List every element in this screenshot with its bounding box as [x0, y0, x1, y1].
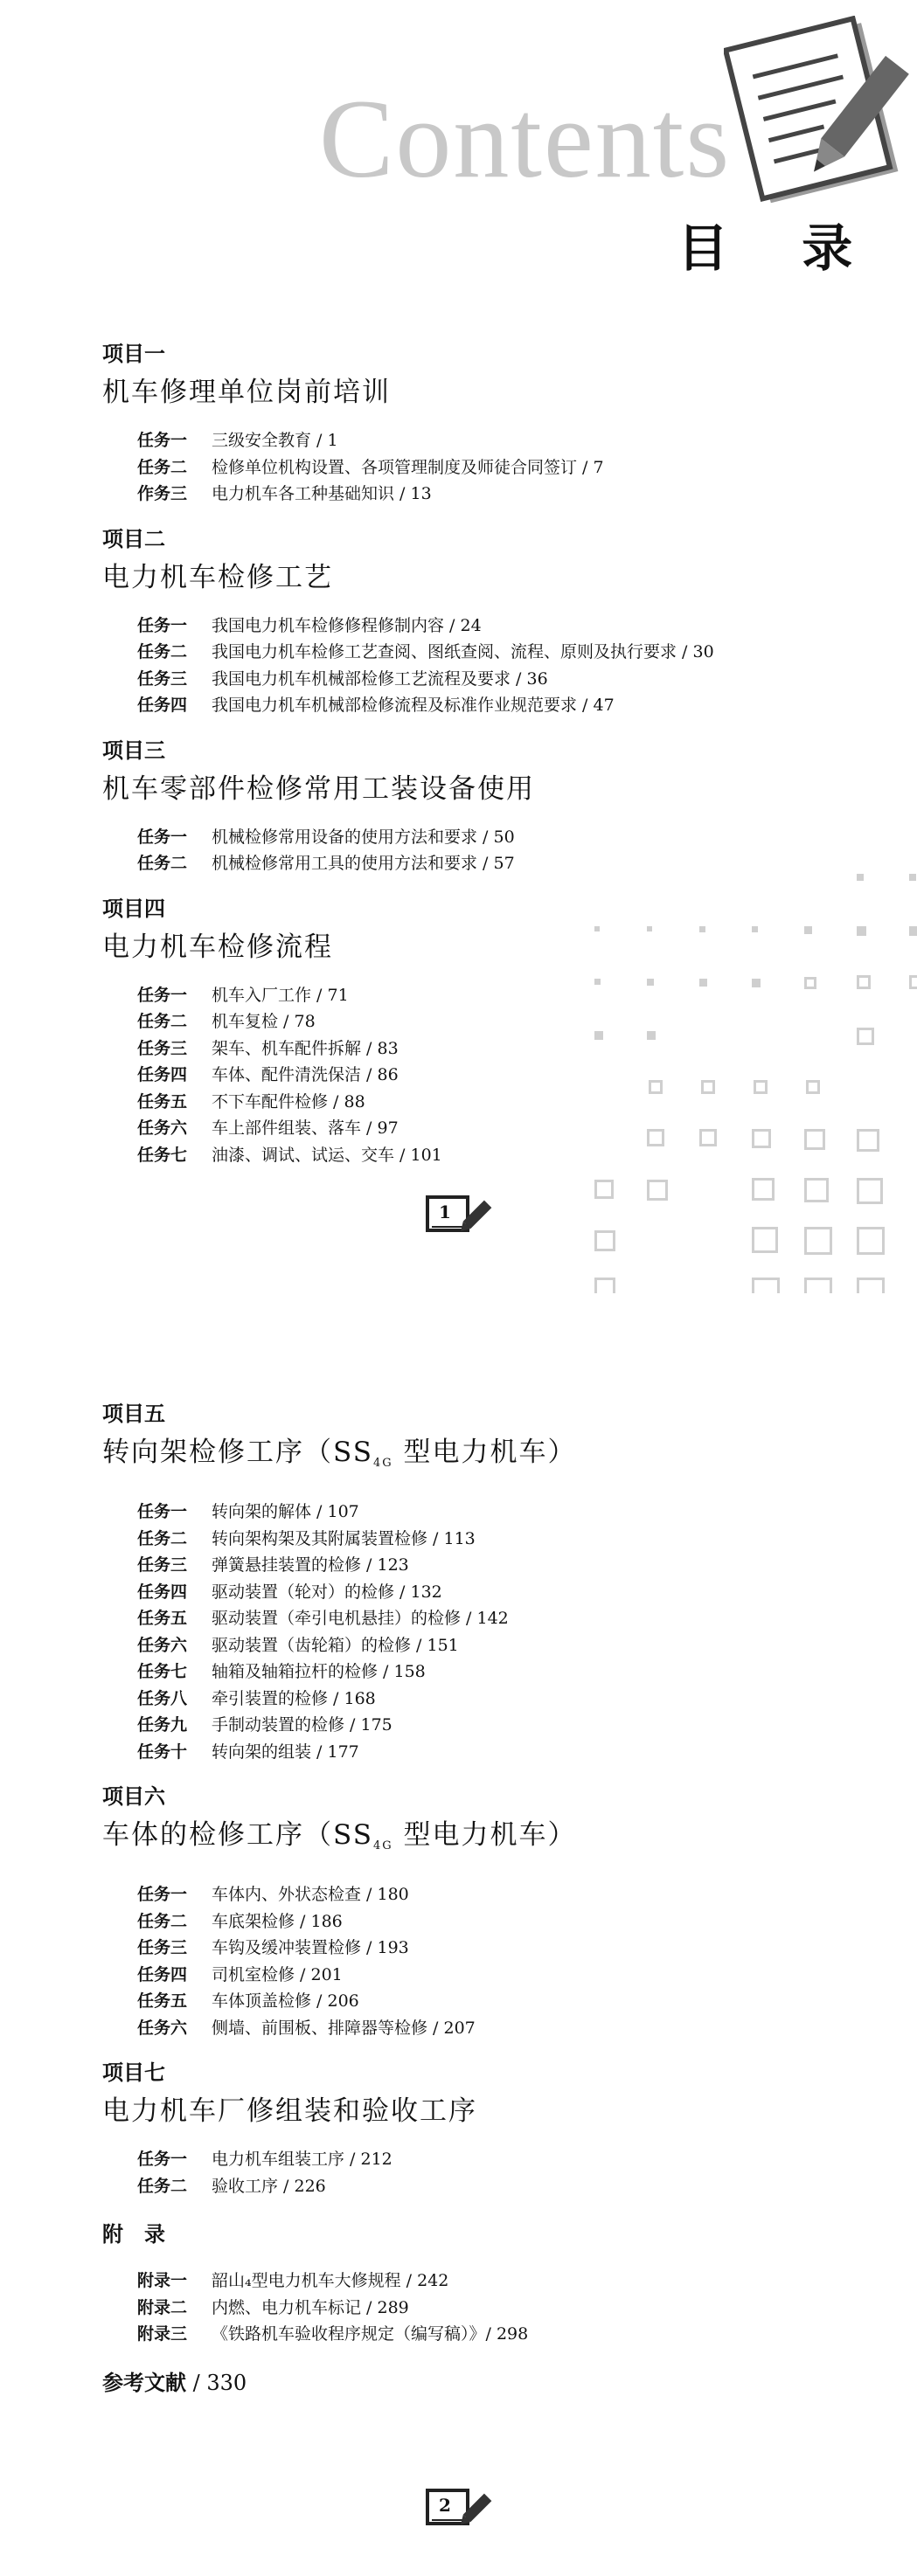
task-label: 任务一 [137, 615, 188, 635]
task-text: 不下车配件检修 / 88 [212, 1091, 365, 1111]
task-label: 任务三 [137, 1038, 188, 1058]
task-label: 任务三 [137, 1938, 188, 1957]
task-text: 《铁路机车验收程序规定（编写稿）》/ 298 [212, 2324, 529, 2344]
project-title[interactable]: 电力机车检修工艺 [102, 561, 333, 593]
project-number: 项目二 [102, 526, 165, 551]
task-text: 牵引装置的检修 / 168 [212, 1688, 376, 1708]
task-label: 任务二 [137, 457, 188, 477]
task-text: 我国电力机车机械部检修流程及标准作业规范要求 / 47 [212, 696, 615, 715]
task-text: 转向架的解体 / 107 [212, 1502, 359, 1521]
project-number: 项目四 [102, 896, 165, 921]
page-number-badge [425, 2487, 493, 2529]
project-title[interactable]: 机车修理单位岗前培训 [102, 377, 391, 408]
list-item[interactable] [137, 1605, 576, 1632]
task-label: 任务二 [137, 642, 188, 661]
task-label: 任务一 [137, 1885, 188, 1904]
list-item[interactable] [137, 1935, 576, 1962]
task-label: 任务二 [137, 1911, 188, 1931]
task-label: 任务九 [137, 1715, 188, 1735]
list-item[interactable] [137, 1739, 576, 1766]
list-item[interactable] [137, 850, 714, 877]
notepad-pencil-icon [724, 16, 912, 212]
task-label: 任务十 [137, 1742, 188, 1762]
list-item[interactable] [137, 2321, 576, 2348]
project-title[interactable]: 电力机车厂修组装和验收工序 [102, 2095, 477, 2127]
task-label: 任务六 [137, 1118, 188, 1138]
task-label: 任务三 [137, 1555, 188, 1575]
list-item[interactable] [137, 613, 714, 640]
project-title[interactable]: 转向架检修工序（$SS_{4G}$ 型电力机车） [102, 1437, 577, 1470]
project-6 [102, 1781, 576, 2041]
task-label: 任务二 [137, 2176, 188, 2196]
task-label: 任务五 [137, 1991, 188, 2011]
list-item[interactable] [137, 2015, 576, 2042]
task-label: 任务四 [137, 1065, 188, 1084]
project-title[interactable]: 车体的检修工序（$SS_{4G}$ 型电力机车） [102, 1819, 577, 1852]
task-label: 任务四 [137, 696, 188, 715]
list-item[interactable] [137, 1658, 576, 1686]
task-text: 机车复检 / 78 [212, 1012, 316, 1031]
task-text: 三级安全教育 / 1 [212, 431, 338, 450]
task-label: 附录二 [137, 2297, 188, 2317]
task-label: 任务四 [137, 1582, 188, 1602]
list-item[interactable] [137, 1712, 576, 1739]
list-item[interactable] [137, 1526, 576, 1553]
task-text: 轴箱及轴箱拉杆的检修 / 158 [212, 1662, 426, 1681]
task-text: 车钩及缓冲装置检修 / 193 [212, 1938, 409, 1957]
page-badge-pencil-icon [425, 1194, 493, 1236]
list-item[interactable] [137, 2146, 576, 2173]
task-text: 验收工序 / 226 [212, 2176, 326, 2196]
task-text: 驱动装置（齿轮箱）的检修 / 151 [212, 1635, 459, 1655]
page-number: 2 [439, 2495, 451, 2516]
list-item[interactable] [137, 666, 714, 693]
list-item[interactable] [137, 1881, 576, 1908]
project-1 [102, 338, 714, 508]
task-text: 驱动装置（轮对）的检修 / 132 [212, 1582, 442, 1602]
decorative-square-pattern [594, 874, 917, 1293]
task-text: 车上部件组装、落车 / 97 [212, 1118, 399, 1138]
appendix-heading: 附 录 [102, 2222, 165, 2247]
page-badge-pencil-icon [425, 2487, 493, 2529]
project-2 [102, 523, 714, 719]
list-item[interactable] [137, 1686, 576, 1713]
task-text: 车体、配件清洗保洁 / 86 [212, 1065, 399, 1084]
project-5 [102, 1398, 576, 1765]
project-number: 项目六 [102, 1784, 165, 1809]
project-3 [102, 735, 714, 877]
project-number: 项目五 [102, 1402, 165, 1426]
list-item[interactable] [137, 2295, 576, 2322]
task-label: 任务五 [137, 1609, 188, 1628]
project-number: 项目三 [102, 737, 165, 763]
task-text: 手制动装置的检修 / 175 [212, 1715, 393, 1735]
task-text: 转向架构架及其附属装置检修 / 113 [212, 1528, 476, 1548]
task-text: 车体顶盖检修 / 206 [212, 1991, 359, 2011]
task-text: 我国电力机车检修修程修制内容 / 24 [212, 615, 482, 635]
list-item[interactable] [137, 1908, 576, 1935]
toc-page2 [102, 1398, 576, 2399]
list-item[interactable] [137, 1962, 576, 1989]
task-label: 任务七 [137, 1662, 188, 1681]
task-text: 车底架检修 / 186 [212, 1911, 343, 1931]
list-item[interactable] [137, 692, 714, 719]
task-text: 驱动装置（牵引电机悬挂）的检修 / 142 [212, 1609, 509, 1628]
references-label: 参考文献 [102, 2370, 186, 2395]
list-item[interactable] [137, 824, 714, 851]
list-item[interactable] [137, 2173, 576, 2200]
task-text: 油漆、调试、试运、交车 / 101 [212, 1145, 442, 1165]
task-label: 任务六 [137, 1635, 188, 1655]
task-text: 内燃、电力机车标记 / 289 [212, 2297, 409, 2317]
project-title[interactable]: 电力机车检修流程 [102, 931, 333, 963]
project-title[interactable]: 机车零部件检修常用工装设备使用 [102, 772, 535, 805]
appendix [102, 2219, 576, 2348]
task-text: 司机室检修 / 201 [212, 1964, 343, 1984]
task-label: 任务一 [137, 2150, 188, 2169]
task-label: 任务一 [137, 827, 188, 847]
task-label: 任务五 [137, 1091, 188, 1111]
task-text: 弹簧悬挂装置的检修 / 123 [212, 1555, 409, 1575]
references-entry[interactable] [102, 2367, 576, 2399]
task-label: 作务三 [137, 484, 188, 503]
task-label: 任务一 [137, 985, 188, 1005]
task-text: 韶山₄型电力机车大修规程 / 242 [212, 2271, 449, 2290]
task-label: 附录一 [137, 2271, 188, 2290]
list-item[interactable] [137, 1499, 576, 1526]
list-item[interactable] [137, 1579, 576, 1606]
project-7 [102, 2057, 576, 2199]
task-label: 任务一 [137, 431, 188, 450]
task-text: 我国电力机车检修工艺查阅、图纸查阅、流程、原则及执行要求 / 30 [212, 642, 714, 661]
list-item[interactable] [137, 639, 714, 666]
task-label: 任务三 [137, 668, 188, 689]
list-item[interactable] [137, 2268, 576, 2295]
task-text: 机械检修常用工具的使用方法和要求 / 57 [212, 854, 515, 873]
task-label: 任务七 [137, 1145, 188, 1165]
task-text: 检修单位机构设置、各项管理制度及师徒合同签订 / 7 [212, 457, 604, 477]
task-text: 车体内、外状态检查 / 180 [212, 1885, 409, 1904]
list-item[interactable] [137, 1552, 576, 1579]
task-label: 任务八 [137, 1688, 188, 1708]
list-item[interactable] [137, 481, 714, 508]
mulu-title: 目 录 [677, 218, 881, 278]
task-label: 任务二 [137, 1012, 188, 1031]
task-text: 侧墙、前围板、排障器等检修 / 207 [212, 2018, 476, 2038]
task-label: 任务一 [137, 1502, 188, 1521]
task-text: 电力机车组装工序 / 212 [212, 2150, 393, 2169]
task-label: 任务二 [137, 1528, 188, 1548]
task-text: 架车、机车配件拆解 / 83 [212, 1038, 399, 1058]
task-text: 机车入厂工作 / 71 [212, 985, 349, 1005]
task-label: 任务二 [137, 854, 188, 873]
task-text: 电力机车各工种基础知识 / 13 [212, 484, 432, 503]
list-item[interactable] [137, 427, 714, 454]
page-number-badge [425, 1194, 493, 1236]
task-text: 机械检修常用设备的使用方法和要求 / 50 [212, 827, 515, 847]
task-label: 附录三 [137, 2324, 188, 2344]
task-text: 转向架的组装 / 177 [212, 1742, 359, 1762]
page-number: 1 [439, 1201, 451, 1222]
contents-heading: Contents [319, 77, 732, 201]
list-item[interactable] [137, 1988, 576, 2015]
task-label: 任务六 [137, 2018, 188, 2038]
task-text: 我国电力机车机械部检修工艺流程及要求 / 36 [212, 668, 548, 689]
list-item[interactable] [137, 454, 714, 481]
task-label: 任务四 [137, 1964, 188, 1984]
list-item[interactable] [137, 1632, 576, 1659]
references-page: / 330 [186, 2370, 247, 2395]
project-number: 项目七 [102, 2060, 165, 2085]
project-number: 项目一 [102, 342, 165, 366]
